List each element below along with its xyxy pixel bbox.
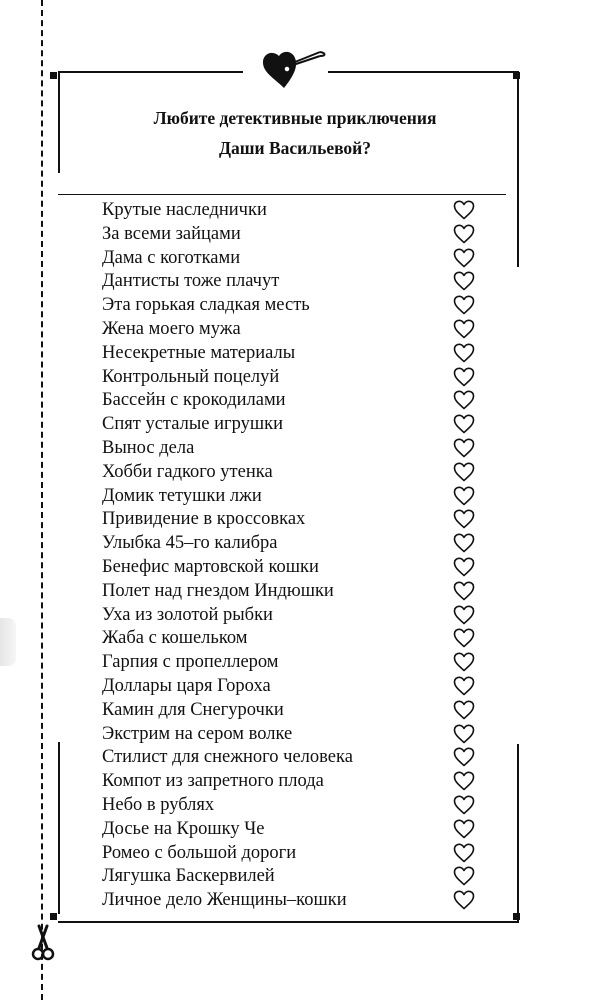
corner-dot-bottom-right (513, 913, 520, 920)
book-title: Лягушка Баскервилей (102, 866, 275, 887)
book-title: Досье на Крошку Че (102, 818, 265, 839)
heart-outline-icon[interactable] (453, 652, 475, 672)
heart-outline-icon[interactable] (453, 581, 475, 601)
list-item (102, 603, 482, 627)
heart-outline-icon[interactable] (453, 676, 475, 696)
heart-outline-icon[interactable] (453, 462, 475, 482)
heart-outline-icon[interactable] (453, 224, 475, 244)
heart-outline-icon[interactable] (453, 890, 475, 910)
list-item (102, 436, 482, 460)
list-item (102, 198, 482, 222)
list-item (102, 341, 482, 365)
book-title: Экстрим на сером волке (102, 723, 293, 744)
book-title: Жена моего мужа (102, 318, 241, 339)
book-title: Улыбка 45–го калибра (102, 533, 278, 554)
heart-outline-icon[interactable] (453, 248, 475, 268)
heart-with-pin-icon (260, 42, 326, 90)
book-title: Контрольный поцелуй (102, 366, 280, 387)
book-title: Личное дело Женщины–кошки (102, 890, 347, 911)
list-item (102, 460, 482, 484)
heart-outline-icon[interactable] (453, 486, 475, 506)
book-title: Эта горькая сладкая месть (102, 295, 310, 316)
book-title: Несекретные материалы (102, 342, 296, 363)
book-title: Компот из запретного плода (102, 771, 324, 792)
heart-outline-icon[interactable] (453, 271, 475, 291)
list-item (102, 246, 482, 270)
heart-outline-icon[interactable] (453, 724, 475, 744)
list-item (102, 269, 482, 293)
list-item (102, 626, 482, 650)
heart-outline-icon[interactable] (453, 819, 475, 839)
page-heading-line-1: Любите детективные приключения (153, 108, 437, 128)
list-item (102, 365, 482, 389)
list-item (102, 674, 482, 698)
list-item (102, 222, 482, 246)
heart-outline-icon[interactable] (453, 795, 475, 815)
list-item (102, 579, 482, 603)
list-item (102, 888, 482, 912)
heart-outline-icon[interactable] (453, 628, 475, 648)
heart-outline-icon[interactable] (453, 343, 475, 363)
book-title: Спят усталые игрушки (102, 414, 283, 435)
book-title: Гарпия с пропеллером (102, 652, 279, 673)
book-title: За всеми зайцами (102, 223, 241, 244)
frame-right-edge (517, 71, 519, 267)
list-item (102, 817, 482, 841)
book-title: Уха из золотой рыбки (102, 604, 273, 625)
book-title: Небо в рублях (102, 794, 215, 815)
frame-top-right (328, 71, 518, 73)
heart-outline-icon[interactable] (453, 605, 475, 625)
frame-right-bottom-edge (517, 744, 519, 922)
heart-outline-icon[interactable] (453, 509, 475, 529)
heart-outline-icon[interactable] (453, 200, 475, 220)
list-item (102, 484, 482, 508)
list-item (102, 412, 482, 436)
list-item (102, 293, 482, 317)
book-title: Домик тетушки лжи (102, 485, 262, 506)
list-item (102, 841, 482, 865)
heart-outline-icon[interactable] (453, 367, 475, 387)
list-item (102, 722, 482, 746)
frame-left-bottom-edge (58, 742, 60, 914)
book-title: Стилист для снежного человека (102, 747, 353, 768)
corner-dot-bottom-left (50, 913, 57, 920)
book-title: Ромео с большой дороги (102, 842, 297, 863)
list-item (102, 531, 482, 555)
heart-outline-icon[interactable] (453, 438, 475, 458)
list-item (102, 555, 482, 579)
book-title: Жаба с кошельком (102, 628, 248, 649)
book-title: Доллары царя Гороха (102, 675, 271, 696)
book-title: Хобби гадкого утенка (102, 461, 273, 482)
corner-dot-top-right (513, 72, 520, 79)
book-title: Дама с коготками (102, 247, 241, 268)
book-title: Привидение в кроссовках (102, 509, 306, 530)
book-title: Бассейн с крокодилами (102, 390, 286, 411)
frame-left-edge (58, 71, 60, 173)
list-item (102, 698, 482, 722)
heart-outline-icon[interactable] (453, 295, 475, 315)
heart-outline-icon[interactable] (453, 533, 475, 553)
heart-outline-icon[interactable] (453, 390, 475, 410)
scissors-icon (30, 924, 56, 964)
page-heading-line-2: Даши Васильевой? (218, 138, 372, 158)
book-title: Бенефис мартовской кошки (102, 556, 319, 577)
heart-outline-icon[interactable] (453, 843, 475, 863)
heart-outline-icon[interactable] (453, 414, 475, 434)
heart-outline-icon[interactable] (453, 771, 475, 791)
list-item (102, 388, 482, 412)
heading-divider (58, 194, 506, 195)
list-item (102, 507, 482, 531)
cut-line (41, 0, 43, 1000)
list-item (102, 793, 482, 817)
frame-bottom (58, 921, 519, 923)
book-list (102, 198, 482, 912)
list-item (102, 650, 482, 674)
heart-outline-icon[interactable] (453, 700, 475, 720)
book-title: Дантисты тоже плачут (102, 271, 280, 292)
heart-outline-icon[interactable] (453, 866, 475, 886)
frame-top-left (58, 71, 243, 73)
list-item (102, 317, 482, 341)
book-title: Вынос дела (102, 437, 195, 458)
page-edge-shadow (0, 618, 16, 666)
heart-outline-icon[interactable] (453, 747, 475, 767)
heart-outline-icon[interactable] (453, 319, 475, 339)
corner-dot-top-left (50, 72, 57, 79)
book-title: Камин для Снегурочки (102, 699, 284, 720)
list-item (102, 745, 482, 769)
book-title: Полет над гнездом Индюшки (102, 580, 334, 601)
list-item (102, 864, 482, 888)
heart-outline-icon[interactable] (453, 557, 475, 577)
list-item (102, 769, 482, 793)
book-title: Крутые наследнички (102, 200, 267, 220)
